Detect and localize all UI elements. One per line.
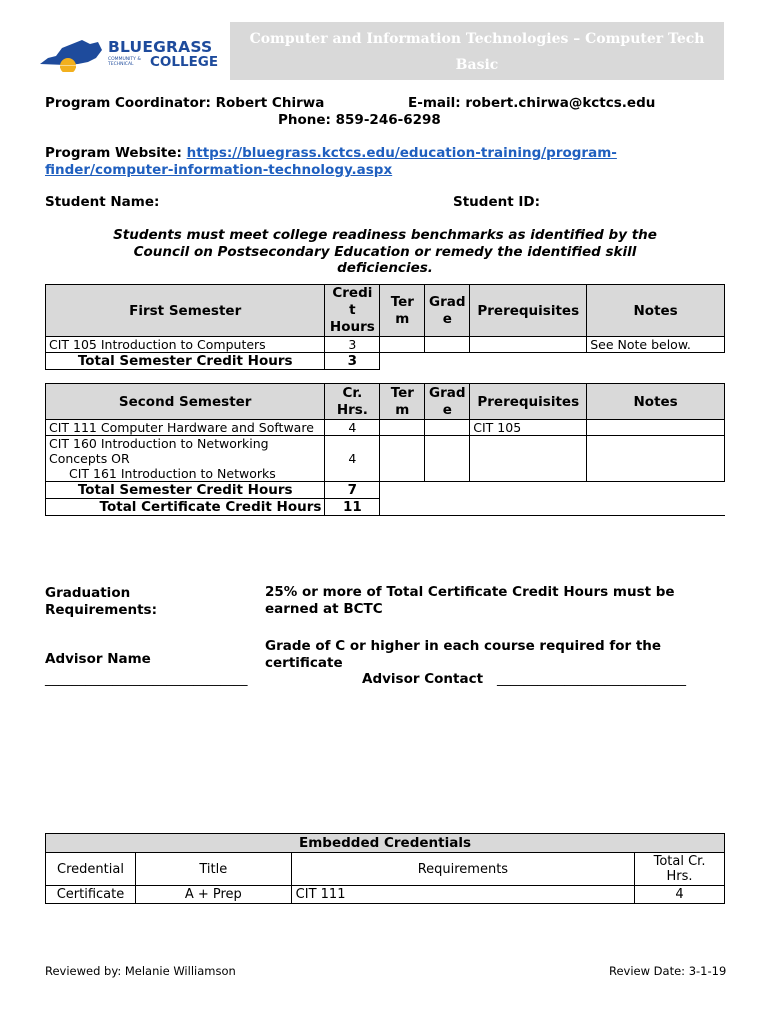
advisor-name-blank[interactable]: ______________________________ <box>45 671 248 687</box>
certificate-total-label: Total Certificate Credit Hours <box>46 499 325 516</box>
total-value: 3 <box>325 353 380 370</box>
requirement-2-line1: Grade of C or higher in each course required for the <box>265 638 662 654</box>
col-header-term-l2: m <box>395 401 410 418</box>
col-header-credit-hours <box>325 384 380 420</box>
col-header-prerequisites: Prerequisites <box>470 384 587 420</box>
course-cell: CIT 105 Introduction to Computers <box>46 337 325 353</box>
term-cell <box>380 420 425 436</box>
course-cell: CIT 111 Computer Hardware and Software <box>46 420 325 436</box>
col-header-prerequisites: Prerequisites <box>470 285 587 337</box>
coordinator-phone: Phone: 859-246-6298 <box>278 112 441 128</box>
col-header-credit-l2: t <box>349 302 356 318</box>
coordinator-email: E-mail: robert.chirwa@kctcs.edu <box>408 95 656 111</box>
readiness-note-line3: deficiencies. <box>337 260 433 276</box>
col-header-notes: Notes <box>587 285 725 337</box>
course-cell <box>46 436 325 482</box>
certificate-total-value: 11 <box>325 499 380 516</box>
col-header-grade-l1: Grad <box>429 293 466 310</box>
credits-cell: 4 <box>325 436 380 482</box>
reviewed-by: Reviewed by: Melanie Williamson <box>45 964 236 978</box>
prereq-cell <box>470 436 587 482</box>
graduation-label <box>45 585 157 619</box>
col-header-credit-l2: Hrs. <box>336 401 368 418</box>
readiness-note-line1: Students must meet college readiness benchmarks as identified by the <box>113 227 657 243</box>
col-header-term <box>380 384 425 420</box>
col-header-requirements: Requirements <box>291 853 634 886</box>
total-cell: 4 <box>635 886 725 904</box>
student-name-label: Student Name: <box>45 194 160 210</box>
col-header-grade <box>425 285 470 337</box>
course-line2: Concepts OR <box>49 451 130 466</box>
col-header-term <box>380 285 425 337</box>
program-coordinator: Program Coordinator: Robert Chirwa <box>45 95 325 111</box>
review-date: Review Date: 3-1-19 <box>609 964 727 978</box>
prereq-cell: CIT 105 <box>470 420 587 436</box>
graduation-requirement-1 <box>265 584 675 618</box>
table-row <box>46 337 725 353</box>
course-line1: CIT 160 Introduction to Networking <box>49 436 269 451</box>
table-header-row <box>46 285 725 337</box>
student-id-label: Student ID: <box>453 194 540 210</box>
col-header-credit-hours <box>325 285 380 337</box>
col-header-title: Title <box>135 853 291 886</box>
logo-text-small: COMMUNITY & TECHNICAL <box>108 57 141 67</box>
total-row <box>46 353 725 370</box>
total-row <box>46 482 725 499</box>
embedded-credentials-title: Embedded Credentials <box>46 834 725 853</box>
grade-cell <box>425 420 470 436</box>
graduation-label-l1: Graduation <box>45 585 131 601</box>
graduation-requirement-2 <box>265 638 661 672</box>
col-header-grade-l1: Grad <box>429 384 466 401</box>
requirement-1-line2: earned at BCTC <box>265 601 383 617</box>
col-header-grade <box>425 384 470 420</box>
college-logo <box>38 36 219 72</box>
course-line3: CIT 161 Introduction to Networks <box>69 466 276 481</box>
requirements-cell: CIT 111 <box>291 886 634 904</box>
embedded-credentials-table <box>45 833 725 904</box>
total-value: 7 <box>325 482 380 499</box>
logo-text-bottom: COLLEGE <box>150 54 219 70</box>
advisor-name-label: Advisor Name <box>45 651 151 667</box>
readiness-note <box>45 227 725 277</box>
logo-text-top: BLUEGRASS <box>108 38 213 56</box>
program-website-link-cont[interactable]: finder/computer-information-technology.aspx <box>45 162 393 178</box>
term-cell <box>380 337 425 353</box>
table-title-row <box>46 834 725 853</box>
credits-cell: 3 <box>325 337 380 353</box>
table-header-row <box>46 853 725 886</box>
second-semester-table <box>45 383 725 516</box>
grade-cell <box>425 337 470 353</box>
col-header-total-l1: Total Cr. <box>653 854 706 869</box>
certificate-total-blank <box>380 499 725 516</box>
table-row <box>46 886 725 904</box>
notes-cell <box>587 436 725 482</box>
col-header-course: First Semester <box>46 285 325 337</box>
page-title <box>230 22 724 99</box>
program-website-label: Program Website: <box>45 145 182 161</box>
first-semester-table <box>45 284 725 370</box>
program-website-link[interactable]: https://bluegrass.kctcs.edu/education-training/program- <box>186 145 617 161</box>
total-blank <box>380 482 725 499</box>
col-header-course: Second Semester <box>46 384 325 420</box>
table-row <box>46 420 725 436</box>
col-header-term-l1: Ter <box>390 293 414 310</box>
grade-cell <box>425 436 470 482</box>
requirement-1-line1: 25% or more of Total Certificate Credit Hours must be <box>265 584 675 600</box>
col-header-total <box>635 853 725 886</box>
requirement-2-line2: certificate <box>265 655 343 671</box>
page-title-line2: Certificate <box>435 83 519 99</box>
col-header-term-l2: m <box>395 310 410 327</box>
readiness-note-line2: Council on Postsecondary Education or remedy the identified skill <box>133 243 637 260</box>
col-header-grade-l2: e <box>442 401 452 418</box>
advisor-contact-label: Advisor Contact <box>362 671 484 687</box>
advisor-contact-blank[interactable]: ____________________________ <box>497 671 686 687</box>
page-title-line1: Computer and Information Technologies – Computer Tech Basic <box>249 31 705 73</box>
notes-cell: See Note below. <box>587 337 725 353</box>
table-row <box>46 436 725 482</box>
table-header-row <box>46 384 725 420</box>
notes-cell <box>587 420 725 436</box>
graduation-label-l2: Requirements: <box>45 602 157 618</box>
program-website <box>45 145 617 161</box>
certificate-total-row <box>46 499 725 516</box>
col-header-credit-l3: Hours <box>329 319 375 335</box>
total-label: Total Semester Credit Hours <box>46 353 325 370</box>
total-label: Total Semester Credit Hours <box>46 482 325 499</box>
col-header-grade-l2: e <box>442 310 452 327</box>
term-cell <box>380 436 425 482</box>
col-header-credential: Credential <box>46 853 136 886</box>
col-header-credit-l1: Cr. <box>342 384 363 401</box>
credential-cell: Certificate <box>46 886 136 904</box>
credits-cell: 4 <box>325 420 380 436</box>
col-header-credit-l1: Credi <box>332 285 373 301</box>
col-header-total-l2: Hrs. <box>666 869 693 884</box>
prereq-cell <box>470 337 587 353</box>
col-header-notes: Notes <box>587 384 725 420</box>
title-cell: A + Prep <box>135 886 291 904</box>
col-header-term-l1: Ter <box>390 384 414 401</box>
